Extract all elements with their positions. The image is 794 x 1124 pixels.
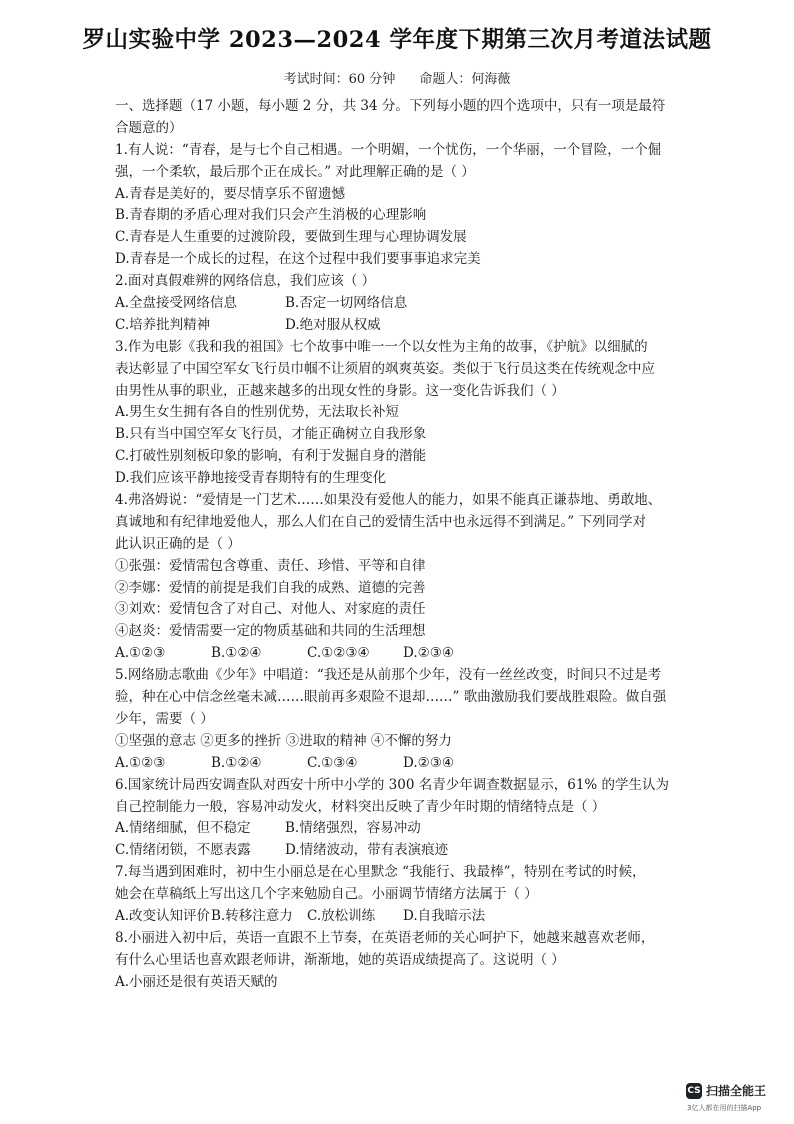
question-2-stem: 2.面对真假难辨的网络信息，我们应该（ ） <box>115 273 376 290</box>
question-6-options-cd <box>115 840 705 862</box>
camscanner-logo-icon: CS <box>686 1083 702 1099</box>
question-1-option-a: A.青春是美好的，要尽情享乐不留遗憾 <box>115 185 346 202</box>
question-3-option-a: A.男生女生拥有各自的性别优势，无法取长补短 <box>115 404 400 421</box>
section-heading-cont: 合题意的） <box>115 119 183 136</box>
question-1-stem-cont: 强，一个柔软，最后那个正在成长。” 对此理解正确的是（ ） <box>115 163 475 180</box>
question-3-stem-cont: 表达彰显了中国空军女飞行员巾帼不让须眉的飒爽英姿。类似于飞行员这类在传统观念中应 <box>115 360 655 377</box>
question-4-options <box>115 643 705 665</box>
question-5-options <box>115 753 705 775</box>
question-2-option-a: A.全盘接受网络信息 <box>115 295 238 312</box>
exam-meta <box>0 68 794 87</box>
question-4-statement-1: ①张强：爱情需包含尊重、责任、珍惜、平等和自律 <box>115 557 426 574</box>
question-4-statement-4: ④赵炎：爱情需要一定的物质基础和共同的生活理想 <box>115 623 426 640</box>
question-4-statement-2: ②李娜：爱情的前提是我们自我的成熟、道德的完善 <box>115 579 426 596</box>
question-7-options <box>115 906 705 928</box>
question-3-stem: 3.作为电影《我和我的祖国》七个故事中唯一一个以女性为主角的故事，《护航》以细腻的 <box>115 338 648 355</box>
question-5-stem: 5.网络励志歌曲《少年》中唱道：“我还是从前那个少年，没有一丝丝改变，时间只不过是考 <box>115 667 662 684</box>
question-8-stem-cont: 有什么心里话也喜欢跟老师讲，渐渐地，她的英语成绩提高了。这说明（ ） <box>115 951 565 968</box>
question-5-statements: ①坚强的意志 ②更多的挫折 ③进取的精神 ④不懈的努力 <box>115 732 452 749</box>
question-4-stem-cont: 真诚地和有纪律地爱他人，那么人们在自己的爱情生活中也永远得不到满足。” 下列同学对 <box>115 513 646 530</box>
question-2-options-cd <box>115 315 705 337</box>
question-6-option-a: A.情绪细腻，但不稳定 <box>115 820 251 837</box>
question-2-options-ab <box>115 293 705 315</box>
question-6-options-ab <box>115 818 705 840</box>
question-5-option-b: B.①②④ <box>211 754 262 771</box>
question-5-option-a: A.①②③ <box>115 754 166 771</box>
question-4-stem: 4.弗洛姆说：“爱情是一门艺术……如果没有爱他人的能力，如果不能真正谦恭地、勇敢地、 <box>115 492 662 509</box>
exam-body <box>115 96 705 994</box>
question-3-option-b: B.只有当中国空军女飞行员，才能正确树立自我形象 <box>115 426 427 443</box>
page-title: 罗山实验中学 2023—2024 学年度下期第三次月考道法试题 <box>82 27 712 53</box>
exam-author: 命题人：何海薇 <box>419 72 511 87</box>
exam-time: 考试时间：60 分钟 <box>283 72 396 87</box>
question-6-option-d: D.情绪波动，带有表演痕迹 <box>285 842 449 859</box>
question-8-stem: 8.小丽进入初中后，英语一直跟不上节奏，在英语老师的关心呵护下，她越来越喜欢老师， <box>115 929 655 946</box>
question-6-option-c: C.情绪闭锁，不愿表露 <box>115 842 251 859</box>
question-1-option-b: B.青春期的矛盾心理对我们只会产生消极的心理影响 <box>115 207 427 224</box>
question-4-option-d: D.②③④ <box>403 645 454 662</box>
question-7-option-b: B.转移注意力 <box>211 907 293 924</box>
question-2-option-b: B.否定一切网络信息 <box>285 295 408 312</box>
scanner-app-name: 扫描全能王 <box>706 1084 767 1098</box>
question-8-option-a: A.小丽还是很有英语天赋的 <box>115 973 278 990</box>
question-5-stem-cont: 验，种在心中信念丝毫未减……眼前再多艰险不退却……” 歌曲激励我们要战胜艰险。做自强 <box>115 689 667 706</box>
question-7-option-a: A.改变认知评价 <box>115 907 211 924</box>
question-6-option-b: B.情绪强烈，容易冲动 <box>285 820 421 837</box>
section-heading: 一、选择题（17 小题，每小题 2 分，共 34 分。下列每小题的四个选项中，只有一项是最符 <box>115 98 666 114</box>
question-4-stem-cont: 此认识正确的是（ ） <box>115 535 241 552</box>
question-1-stem: 1.有人说：“青春，是与七个自己相遇。一个明媚，一个忧伤，一个华丽，一个冒险，一个倔 <box>115 141 662 158</box>
question-7-stem: 7.每当遇到困难时，初中生小丽总是在心里默念 “我能行、我最棒”，特别在考试的时候， <box>115 864 646 881</box>
question-7-option-d: D.自我暗示法 <box>403 907 486 924</box>
question-4-option-a: A.①②③ <box>115 645 166 662</box>
question-2-option-c: C.培养批判精神 <box>115 316 211 333</box>
question-7-stem-cont: 她会在草稿纸上写出这几个字来勉励自己。小丽调节情绪方法属于（ ） <box>115 886 538 903</box>
question-3-stem-cont: 由男性从事的职业，正越来越多的出现女性的身影。这一变化告诉我们（ ） <box>115 382 565 399</box>
question-5-option-d: D.②③④ <box>403 754 454 771</box>
question-5-stem-cont: 少年，需要（ ） <box>115 710 214 727</box>
scanner-tagline: 3亿人都在用的扫描App <box>687 1104 762 1112</box>
question-4-option-c: C.①②③④ <box>307 645 370 662</box>
question-1-option-c: C.青春是人生重要的过渡阶段，要做到生理与心理协调发展 <box>115 229 467 246</box>
question-5-option-c: C.①③④ <box>307 754 358 771</box>
question-4-option-b: B.①②④ <box>211 645 262 662</box>
question-4-statement-3: ③刘欢：爱情包含了对自己、对他人、对家庭的责任 <box>115 601 426 618</box>
question-6-stem: 6.国家统计局西安调查队对西安十所中小学的 300 名青少年调查数据显示，61% 的学生认为 <box>115 776 670 793</box>
question-1-option-d: D.青春是一个成长的过程，在这个过程中我们要事事追求完美 <box>115 251 481 268</box>
question-7-option-c: C.放松训练 <box>307 907 376 924</box>
question-3-option-d: D.我们应该平静地接受青春期特有的生理变化 <box>115 470 387 487</box>
question-2-option-d: D.绝对服从权威 <box>285 316 381 333</box>
question-3-option-c: C.打破性别刻板印象的影响，有利于发掘自身的潜能 <box>115 448 427 465</box>
question-6-stem-cont: 自己控制能力一般，容易冲动发火，材料突出反映了青少年时期的情绪特点是（ ） <box>115 798 606 815</box>
